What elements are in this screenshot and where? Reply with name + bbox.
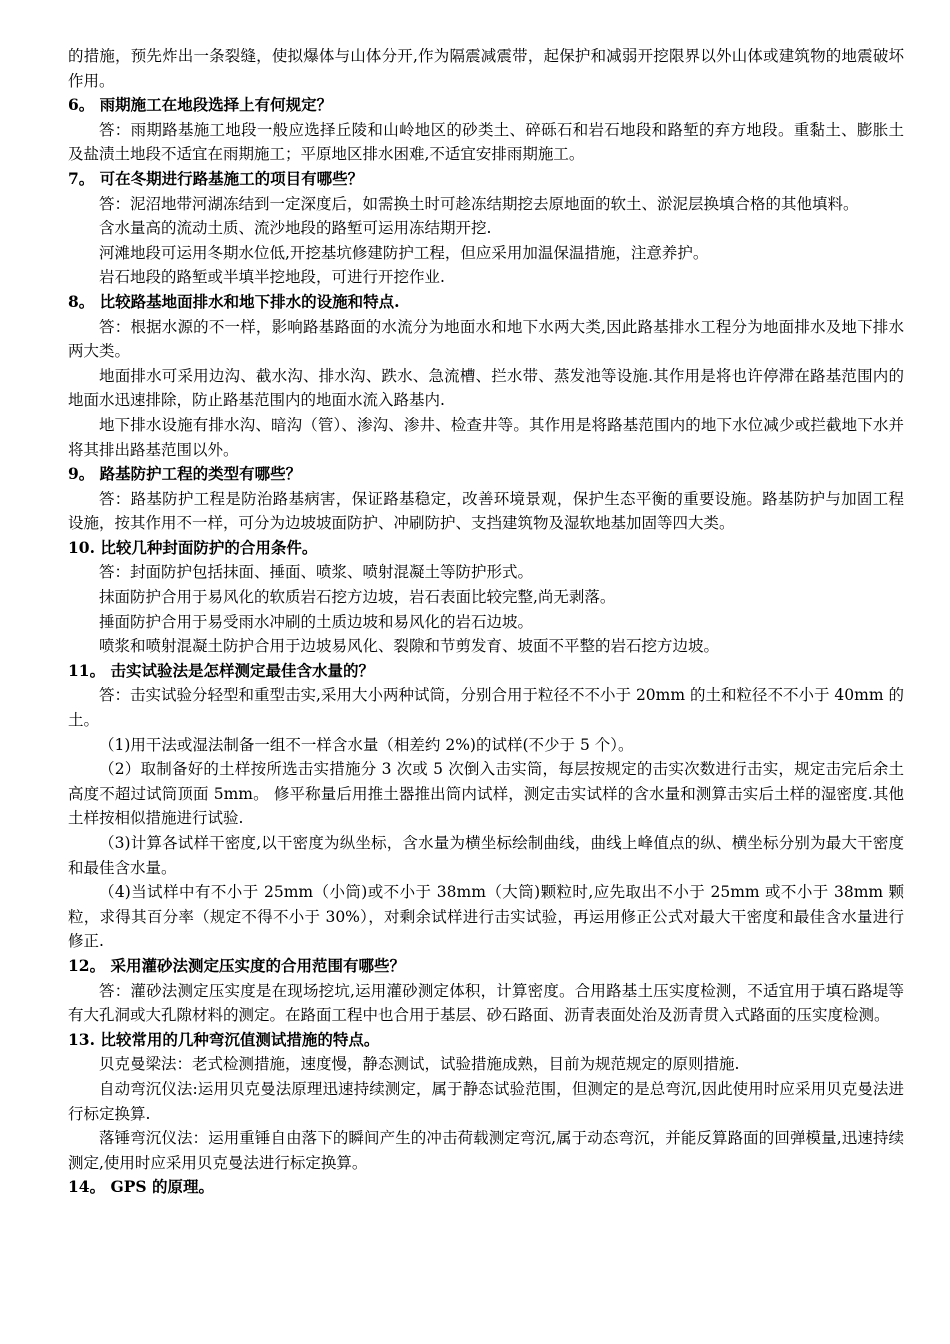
answer-paragraph: 岩石地段的路堑或半填半挖地段，可进行开挖作业. — [99, 268, 445, 287]
answer-paragraph: （3)计算各试样干密度,以干密度为纵坐标，含水量为横坐标绘制曲线，曲线上峰值点的纵、横坐标分别为最大干密度和最佳含水量。 — [68, 834, 904, 877]
answer-paragraph: 含水量高的流动土质、流沙地段的路堑可运用冻结期开挖. — [99, 219, 492, 238]
answer-paragraph: 地面排水可采用边沟、截水沟、排水沟、跌水、急流槽、拦水带、蒸发池等设施.其作用是将也许停滞在路基范围内的地面水迅速排除，防止路基范围内的地面水流入路基内. — [68, 366, 904, 410]
question-heading-9: 9。 路基防护工程的类型有哪些？ — [68, 464, 302, 484]
answer-paragraph: 抹面防护合用于易风化的软质岩石挖方边坡，岩石表面比较完整,尚无剥落。 — [99, 588, 616, 607]
answer-paragraph: （4)当试样中有不小于 25mm（小筒)或不小于 38mm（大筒)颗粒时,应先取出不小于 25mm 或不小于 38mm 颗粒，求得其百分率（规定不得不小于 30%），对剩余试样进行击实试验，再运用修正公式对最大干密度和最佳含水量进行修正. — [68, 883, 904, 951]
answer-paragraph: 河滩地段可运用冬期水位低,开挖基坑修建防护工程，但应采用加温保温措施，注意养护。 — [99, 243, 709, 262]
question-heading-14: 14。 GPS 的原理。 — [68, 1177, 214, 1197]
answer-paragraph: 地下排水设施有排水沟、暗沟（管）、渗沟、渗井、检查井等。其作用是将路基范围内的地下水位减少或拦截地下水并将其排出路基范围以外。 — [68, 415, 904, 459]
answer-paragraph: 贝克曼梁法：老式检测措施，速度慢，静态测试，试验措施成熟，目前为规范规定的原则措施. — [99, 1055, 740, 1074]
answer-paragraph: 落锤弯沉仪法：运用重锤自由落下的瞬间产生的冲击荷载测定弯沉,属于动态弯沉，并能反算路面的回弹模量,迅速持续测定,使用时应采用贝克曼法进行标定换算。 — [68, 1129, 904, 1172]
answer-paragraph: 答：灌砂法测定压实度是在现场挖坑,运用灌砂测定体积，计算密度。合用路基土压实度检测，不适宜用于填石路堤等有大孔洞或大孔隙材料的测定。在路面工程中也合用于基层、砂石路面、沥青表面处治及沥青贯入式路面的压实度检测。 — [68, 981, 904, 1025]
answer-paragraph: 答：泥沼地带河湖冻结到一定深度后，如需换土时可趁冻结期挖去原地面的软土、淤泥层换填合格的其他填料。 — [99, 194, 859, 213]
question-heading-13: 13. 比较常用的几种弯沉值测试措施的特点。 — [68, 1029, 380, 1049]
question-heading-7: 7。 可在冬期进行路基施工的项目有哪些？ — [68, 168, 364, 188]
answer-paragraph: （2）取制备好的土样按所选击实措施分 3 次或 5 次倒入击实筒，每层按规定的击实次数进行击实，规定击完后余土高度不超过试筒顶面 5mm。 修平称量后用推土器推出筒内试样，测定击实试样的含水量和测算击实后土样的湿密度.其他土样按相似措施进行试验. — [68, 760, 904, 828]
question-heading-8: 8。 比较路基地面排水和地下排水的设施和特点. — [68, 291, 400, 311]
answer-paragraph: 答：击实试验分轻型和重型击实,采用大小两种试筒，分别合用于粒径不不小于 20mm 的土和粒径不不小于 40mm 的土。 — [68, 686, 904, 730]
answer-paragraph: （1)用干法或湿法制备一组不一样含水量（相差约 2%)的试样(不少于 5 个）。 — [99, 735, 634, 754]
paragraph-continuation: 的措施，预先炸出一条裂缝，使拟爆体与山体分开,作为隔震减震带，起保护和减弱开挖限界以外山体或建筑物的地震破坏作用。 — [68, 47, 904, 90]
document-body — [68, 44, 904, 1200]
answer-paragraph: 喷浆和喷射混凝土防护合用于边坡易风化、裂隙和节剪发育、坡面不平整的岩石挖方边坡。 — [99, 637, 720, 656]
question-heading-11: 11。 击实试验法是怎样测定最佳含水量的？ — [68, 660, 374, 680]
answer-paragraph: 答：路基防护工程是防治路基病害，保证路基稳定，改善环境景观，保护生态平衡的重要设施。路基防护与加固工程设施，按其作用不一样，可分为边坡坡面防护、冲刷防护、支挡建筑物及湿软地基加固等四大类。 — [68, 489, 904, 533]
answer-paragraph: 自动弯沉仪法:运用贝克曼法原理迅速持续测定，属于静态试验范围，但测定的是总弯沉,因此使用时应采用贝克曼法进行标定换算. — [68, 1079, 904, 1123]
question-heading-12: 12。 采用灌砂法测定压实度的合用范围有哪些？ — [68, 955, 405, 975]
question-heading-10: 10. 比较几种封面防护的合用条件。 — [68, 537, 318, 557]
answer-paragraph: 答：雨期路基施工地段一般应选择丘陵和山岭地区的砂类土、碎砾石和岩石地段和路堑的弃方地段。重黏土、膨胀土及盐渍土地段不适宜在雨期施工；平原地区排水困难,不适宜安排雨期施工。 — [68, 120, 904, 164]
answer-paragraph: 捶面防护合用于易受雨水冲刷的土质边坡和易风化的岩石边坡。 — [99, 612, 534, 631]
answer-paragraph: 答：封面防护包括抹面、捶面、喷浆、喷射混凝土等防护形式。 — [99, 563, 534, 582]
answer-paragraph: 答：根据水源的不一样，影响路基路面的水流分为地面水和地下水两大类,因此路基排水工程分为地面排水及地下排水两大类。 — [68, 317, 904, 361]
question-heading-6: 6。 雨期施工在地段选择上有何规定？ — [68, 95, 333, 115]
